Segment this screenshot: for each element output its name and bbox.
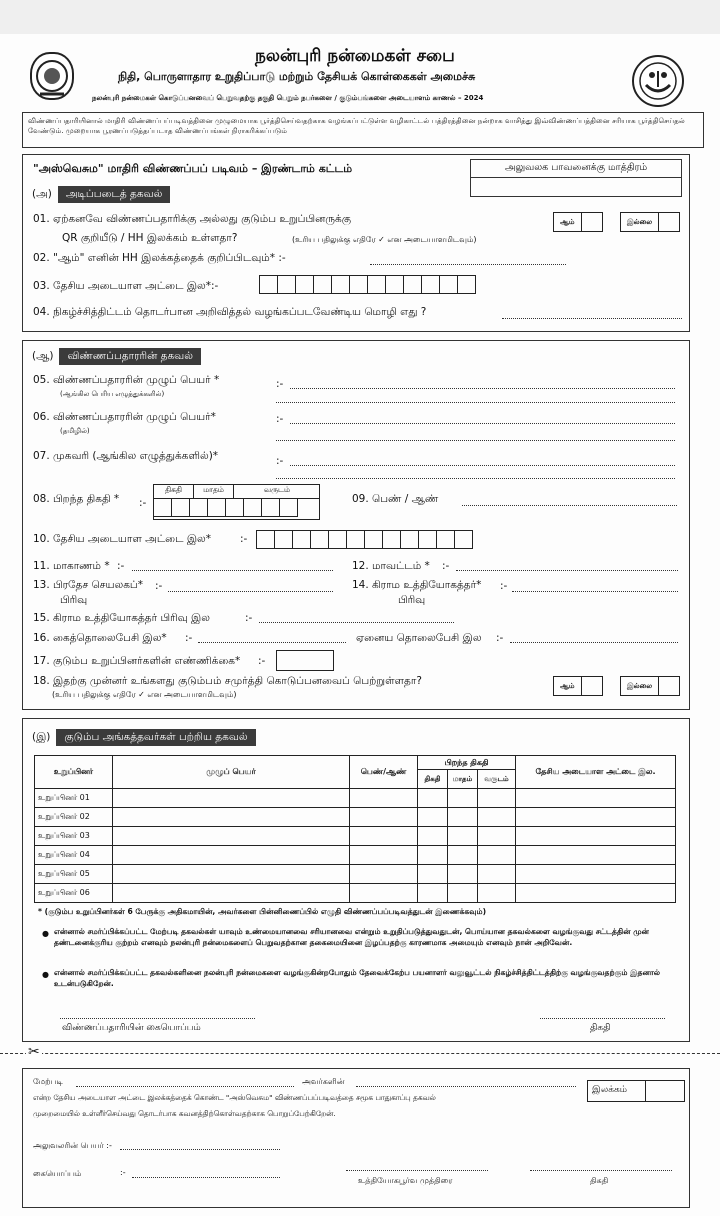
table-cell[interactable] <box>350 827 418 846</box>
q6-field-1[interactable] <box>290 423 675 424</box>
digit-cell[interactable] <box>292 530 311 549</box>
section-c-letter: (இ) <box>32 731 51 743</box>
section-b-title: விண்ணப்பதாரரின் தகவல் <box>59 348 200 365</box>
q13-sub: பிரிவு <box>60 594 88 606</box>
no-label: இல்லை <box>620 676 659 696</box>
table-cell[interactable] <box>418 808 448 827</box>
table-cell[interactable] <box>478 884 516 903</box>
bullet-icon: ● <box>42 970 49 979</box>
receipt-line3: முறைமையில் உள்ளீர்செய்வது தொடர்பாக கவனத்திற்கொள்வதற்காக பொறுப்பேற்கிறேன். <box>33 1109 336 1118</box>
col-name: முழுப் பெயர் <box>113 756 350 789</box>
table-cell[interactable] <box>478 865 516 884</box>
digit-cell[interactable] <box>225 498 244 517</box>
dob-day-label: திகதி <box>154 485 194 499</box>
digit-cell[interactable] <box>421 275 440 294</box>
table-cell[interactable] <box>113 865 350 884</box>
table-cell[interactable] <box>478 789 516 808</box>
applicant-signature-field[interactable] <box>60 1018 255 1019</box>
table-cell[interactable] <box>113 789 350 808</box>
q13-label: 13. பிரதேச செயலகப்* <box>33 579 143 591</box>
digit-cell[interactable] <box>153 498 172 517</box>
table-cell[interactable] <box>113 827 350 846</box>
digit-cell[interactable] <box>385 275 404 294</box>
q10-nic-cells[interactable] <box>256 530 472 549</box>
instructions-box: விண்ணப்பதாரியினால் மாதிரி விண்ணப்பப்படிவத்தினை முழுமையாக பூர்த்திசெய்வதற்காக வழங்கப்பட்டுள்ள வழிகாட்டல் பத்திரத்தினை நன்றாக வாசித்து இவ்விண்ணப்பத்தினை சரியாக பூர்த்திசெய்தல் வேண்டும். முறையாக பூரணப்படுத்தப்படாத விண்ணப்பங்கள் நிராகரிக்கப்படும் <box>22 112 704 148</box>
table-cell[interactable] <box>516 789 676 808</box>
digit-cell[interactable] <box>261 498 280 517</box>
table-cell[interactable] <box>448 865 478 884</box>
table-cell[interactable] <box>478 808 516 827</box>
digit-cell[interactable] <box>243 498 262 517</box>
dob-month-label: மாதம் <box>194 485 234 499</box>
q1-label-2: QR குறியீடு / HH இலக்கம் உள்ளதா? <box>62 232 238 244</box>
col-dob-year: வருடம் <box>478 770 516 789</box>
col-dob: பிறந்த திகதி <box>418 756 516 770</box>
q8-colon: :- <box>139 497 147 509</box>
member-label: உறுப்பினர் 05 <box>35 865 113 884</box>
q16-field[interactable] <box>198 642 346 643</box>
digit-cell[interactable] <box>364 530 383 549</box>
receipt-line2: என்ற தேசிய அடையாள அட்டை இலக்கத்தைக் கொண்ட "அஸ்வெசும" விண்ணப்பப்படிவத்தை சமூக பாதுகாப்பு தகவல் <box>33 1093 436 1102</box>
table-cell[interactable] <box>350 846 418 865</box>
digit-cell[interactable] <box>382 530 401 549</box>
q17-colon: :- <box>258 655 266 667</box>
member-label: உறுப்பினர் 06 <box>35 884 113 903</box>
office-use-box <box>470 159 682 197</box>
q18-yes-checkbox[interactable] <box>581 676 603 696</box>
digit-cell[interactable] <box>346 530 365 549</box>
cut-line <box>0 1053 720 1054</box>
q14-label: 14. கிராம உத்தியோகத்தர்* <box>352 579 482 591</box>
digit-cell[interactable] <box>400 530 419 549</box>
table-row <box>35 789 676 808</box>
digit-cell[interactable] <box>454 530 473 549</box>
digit-cell[interactable] <box>277 275 296 294</box>
yes-label: ஆம் <box>553 212 582 232</box>
q10-label: 10. தேசிய அடையாள அட்டை இல* <box>33 533 211 545</box>
q16-other-colon: :- <box>496 632 504 644</box>
form-subtitle: நலன்புரி நன்மைகள் கொடுப்பனவைப் பெறுவதற்கு தகுதி பெறும் நபர்களை / குடும்பங்களை அடையாளம் காணல் – 2024 <box>92 94 484 102</box>
q14-field[interactable] <box>512 591 678 592</box>
table-cell[interactable] <box>448 827 478 846</box>
section-c-title: குடும்ப அங்கத்தவர்கள் பற்றிய தகவல் <box>56 729 255 746</box>
q5-label: 05. விண்ணப்பதாரரின் முழுப் பெயர் * <box>33 374 220 386</box>
receipt-whose-field[interactable] <box>356 1086 576 1087</box>
table-cell[interactable] <box>516 865 676 884</box>
digit-cell[interactable] <box>259 275 278 294</box>
q13-colon: :- <box>155 580 163 592</box>
table-cell[interactable] <box>113 846 350 865</box>
digit-cell[interactable] <box>313 275 332 294</box>
q3-label: 03. தேசிய அடையாள அட்டை இல*:- <box>33 280 219 292</box>
q1-no-option[interactable] <box>620 212 680 232</box>
digit-cell[interactable] <box>295 275 314 294</box>
table-cell[interactable] <box>418 846 448 865</box>
q1-no-checkbox[interactable] <box>658 212 680 232</box>
q14-sub: பிரிவு <box>398 594 426 606</box>
col-dob-day: திகதி <box>418 770 448 789</box>
table-cell[interactable] <box>478 846 516 865</box>
applicant-date-field[interactable] <box>540 1018 665 1019</box>
table-cell[interactable] <box>516 827 676 846</box>
q7-label: 07. முகவரி (ஆங்கில எழுத்துக்களில்)* <box>33 450 219 462</box>
section-a-heading <box>32 186 170 203</box>
q2-label: 02. "ஆம்" எனின் HH இலக்கத்தைக் குறிப்பிடவும்* :- <box>33 252 286 264</box>
col-dob-month: மாதம் <box>448 770 478 789</box>
q11-field[interactable] <box>132 570 333 571</box>
q17-field[interactable] <box>276 650 334 671</box>
receipt-number-label: இலக்கம் <box>588 1081 646 1101</box>
declaration-text: என்னால் சமர்ப்பிக்கப்பட்ட மேற்படி தகவல்கள் யாவும் உண்மையானவை சரியானவை என்றும் உறுதிப்படுத்துவதுடன், பொய்யான தகவல்களை வழங்குவது சட்டத்தின் முன் தண்டனைக்குரிய குற்றம் எனவும் நலன்புரி நன்மைகளைப் பெறுவதற்கான தகைமையினை இழப்பதற்கு காரணமாக அமையும் எனவும் நான் அறிவேன். <box>54 927 649 948</box>
family-members-table <box>34 755 676 903</box>
q8-label: 08. பிறந்த திகதி * <box>33 493 120 505</box>
official-seal-label: உத்தியோகபூர்வ முத்திரை <box>358 1176 453 1185</box>
digit-cell[interactable] <box>331 275 350 294</box>
receipt-number-box[interactable] <box>587 1080 685 1102</box>
col-member: உறுப்பினர் <box>35 756 113 789</box>
table-cell[interactable] <box>418 884 448 903</box>
ministry-title: நிதி, பொருளாதார உறுதிப்பாடு மற்றும் தேசியக் கொள்கைகள் அமைச்சு <box>118 70 476 83</box>
scissors-icon: ✂ <box>28 1044 40 1060</box>
q12-colon: :- <box>442 560 450 572</box>
table-cell[interactable] <box>418 865 448 884</box>
member-label: உறுப்பினர் 02 <box>35 808 113 827</box>
q18-yes-option[interactable] <box>553 676 603 696</box>
table-row <box>35 827 676 846</box>
table-cell[interactable] <box>350 865 418 884</box>
digit-cell[interactable] <box>207 498 226 517</box>
q13-field[interactable] <box>168 591 333 592</box>
member-label: உறுப்பினர் 04 <box>35 846 113 865</box>
digit-cell[interactable] <box>189 498 208 517</box>
table-cell[interactable] <box>478 827 516 846</box>
table-cell[interactable] <box>350 789 418 808</box>
q11-label: 11. மாகாணம் * <box>33 560 110 572</box>
q10-colon: :- <box>240 533 248 545</box>
q7-colon: :- <box>276 455 284 467</box>
q18-no-option[interactable] <box>620 676 680 696</box>
table-cell[interactable] <box>418 789 448 808</box>
q15-colon: :- <box>245 612 253 624</box>
table-cell[interactable] <box>113 808 350 827</box>
q1-yes-checkbox[interactable] <box>581 212 603 232</box>
receipt-signature-colon: :- <box>120 1168 126 1177</box>
digit-cell[interactable] <box>171 498 190 517</box>
table-cell[interactable] <box>418 827 448 846</box>
q16-label: 16. கைத்தொலைபேசி இல* <box>33 632 167 644</box>
receipt-line1b-label: அவர்களின் <box>302 1077 345 1086</box>
digit-cell[interactable] <box>418 530 437 549</box>
table-cell[interactable] <box>448 846 478 865</box>
table-cell[interactable] <box>350 884 418 903</box>
table-cell[interactable] <box>113 884 350 903</box>
q16-other-label: ஏனைய தொலைபேசி இல <box>356 632 482 644</box>
table-cell[interactable] <box>516 808 676 827</box>
digit-cell[interactable] <box>279 498 298 517</box>
q6-sub: (தமிழில்) <box>60 427 90 435</box>
board-title: நலன்புரி நன்மைகள் சபை <box>255 46 455 66</box>
q14-colon: :- <box>500 580 508 592</box>
table-row <box>35 846 676 865</box>
q6-label: 06. விண்ணப்பதாரரின் முழுப் பெயர்* <box>33 411 216 423</box>
q11-colon: :- <box>117 560 125 572</box>
q1-label: 01. ஏற்கனவே விண்ணப்பதாரிக்கு அல்லது குடும்ப உறுப்பினருக்கு <box>33 213 351 225</box>
member-label: உறுப்பினர் 03 <box>35 827 113 846</box>
table-cell[interactable] <box>448 884 478 903</box>
form-title: "அஸ்வெசும" மாதிரி விண்ணப்பப் படிவம் – இரண்டாம் கட்டம் <box>33 162 353 175</box>
section-a-letter: (அ) <box>32 188 52 200</box>
consent-text: என்னால் சமர்ப்பிக்கப்பட்ட தகவல்களினை நலன்புரி நன்மைகளை வழங்குகின்றபோதும் தேவைக்கேற்ப பயனாளர் வலுவூட்டல் நிகழ்ச்சித்திட்டத்திற்கு வழங்குவதற்கும் இதனால் உடன்படுகிறேன். <box>54 968 661 989</box>
table-cell[interactable] <box>516 884 676 903</box>
q15-label: 15. கிராம உத்தியோகத்தர் பிரிவு இல <box>33 612 210 624</box>
q7-field-2[interactable] <box>276 478 675 479</box>
dob-year-label: வருடம் <box>234 485 320 499</box>
q2-field[interactable] <box>370 264 566 265</box>
member-label: உறுப்பினர் 01 <box>35 789 113 808</box>
table-cell[interactable] <box>448 808 478 827</box>
q5-field-1[interactable] <box>290 388 675 389</box>
office-use-label: அலுவலக பாவனைக்கு மாத்திரம் <box>471 160 681 178</box>
q5-sub: (ஆங்கில பெரிய எழுத்துக்களில்) <box>60 390 165 398</box>
q6-field-2[interactable] <box>276 440 675 441</box>
q6-colon: :- <box>276 413 284 425</box>
table-row <box>35 865 676 884</box>
q16-other-field[interactable] <box>510 642 678 643</box>
yes-label: ஆம் <box>553 676 582 696</box>
receipt-signature-label: கையொப்பம் <box>33 1169 82 1178</box>
table-cell[interactable] <box>350 808 418 827</box>
digit-cell[interactable] <box>328 530 347 549</box>
digit-cell[interactable] <box>403 275 422 294</box>
receipt-line1-label: மேற்படி <box>33 1077 63 1086</box>
q17-label: 17. குடும்ப உறுப்பினர்களின் எண்ணிக்கை* <box>33 655 241 667</box>
note-extra-members: * (குடும்ப உறுப்பினர்கள் 6 பேருக்கு அதிகமாயின், அவர்களை பின்னிணைப்பில் எழுதி விண்ணப்பப்படிவத்துடன் இணைக்கவும்) <box>38 907 487 916</box>
q18-no-checkbox[interactable] <box>658 676 680 696</box>
q18-label: 18. இதற்கு முன்னர் உங்களது குடும்பம் சமுர்த்தி கொடுப்பனவைப் பெற்றுள்ளதா? <box>33 675 422 687</box>
national-emblem-icon <box>30 52 74 100</box>
officer-name-label: அலுவலரின் பெயர் :- <box>33 1141 112 1150</box>
q1-hint: (உரிய பதிலுக்கு எதிரே ✓ என அடையாளமிடவும்) <box>292 235 477 244</box>
q12-field[interactable] <box>456 570 678 571</box>
dob-cells[interactable] <box>153 498 297 517</box>
q5-colon: :- <box>276 378 284 390</box>
section-c-heading <box>32 729 256 746</box>
q4-label: 04. நிகழ்ச்சித்திட்டம் தொடர்பான அறிவித்தல் வழங்கப்படவேண்டிய மொழி எது ? <box>33 306 427 318</box>
digit-cell[interactable] <box>367 275 386 294</box>
officer-name-field[interactable] <box>120 1149 280 1150</box>
q9-field[interactable] <box>462 505 677 506</box>
receipt-date-label: திகதி <box>590 1176 609 1185</box>
applicant-date-label: திகதி <box>590 1023 611 1033</box>
digit-cell[interactable] <box>457 275 476 294</box>
q9-label: 09. பெண் / ஆண் <box>352 493 439 505</box>
table-cell[interactable] <box>448 789 478 808</box>
receipt-signature-field[interactable] <box>132 1177 280 1178</box>
section-a-title: அடிப்படைத் தகவல் <box>58 186 170 203</box>
section-b-letter: (ஆ) <box>32 350 54 362</box>
digit-cell[interactable] <box>436 530 455 549</box>
q3-nic-cells[interactable] <box>259 275 475 294</box>
table-row <box>35 808 676 827</box>
dob-grid[interactable] <box>153 484 320 520</box>
welfare-board-logo-icon <box>632 55 684 107</box>
receipt-date-field[interactable] <box>530 1170 672 1171</box>
receipt-name-field[interactable] <box>76 1086 294 1087</box>
q15-field[interactable] <box>259 622 454 623</box>
digit-cell[interactable] <box>274 530 293 549</box>
q1-yes-option[interactable] <box>553 212 603 232</box>
official-seal-field[interactable] <box>346 1170 488 1171</box>
col-gender: பெண்/ஆண் <box>350 756 418 789</box>
q4-field[interactable] <box>502 318 682 319</box>
q5-field-2[interactable] <box>276 402 675 403</box>
applicant-signature-label: விண்ணப்பதாரியின் கையொப்பம் <box>62 1023 201 1033</box>
digit-cell[interactable] <box>310 530 329 549</box>
section-b-heading <box>32 348 201 365</box>
digit-cell[interactable] <box>256 530 275 549</box>
q18-hint: (உரிய பதிலுக்கு எதிரே ✓ என அடையாளமிடவும்) <box>52 690 237 699</box>
table-cell[interactable] <box>516 846 676 865</box>
digit-cell[interactable] <box>349 275 368 294</box>
col-nic: தேசிய அடையாள அட்டை இல. <box>516 756 676 789</box>
digit-cell[interactable] <box>439 275 458 294</box>
table-row <box>35 884 676 903</box>
q12-label: 12. மாவட்டம் * <box>352 560 430 572</box>
bullet-icon: ● <box>42 929 49 938</box>
q16-colon: :- <box>185 632 193 644</box>
no-label: இல்லை <box>620 212 659 232</box>
q7-field-1[interactable] <box>290 465 675 466</box>
